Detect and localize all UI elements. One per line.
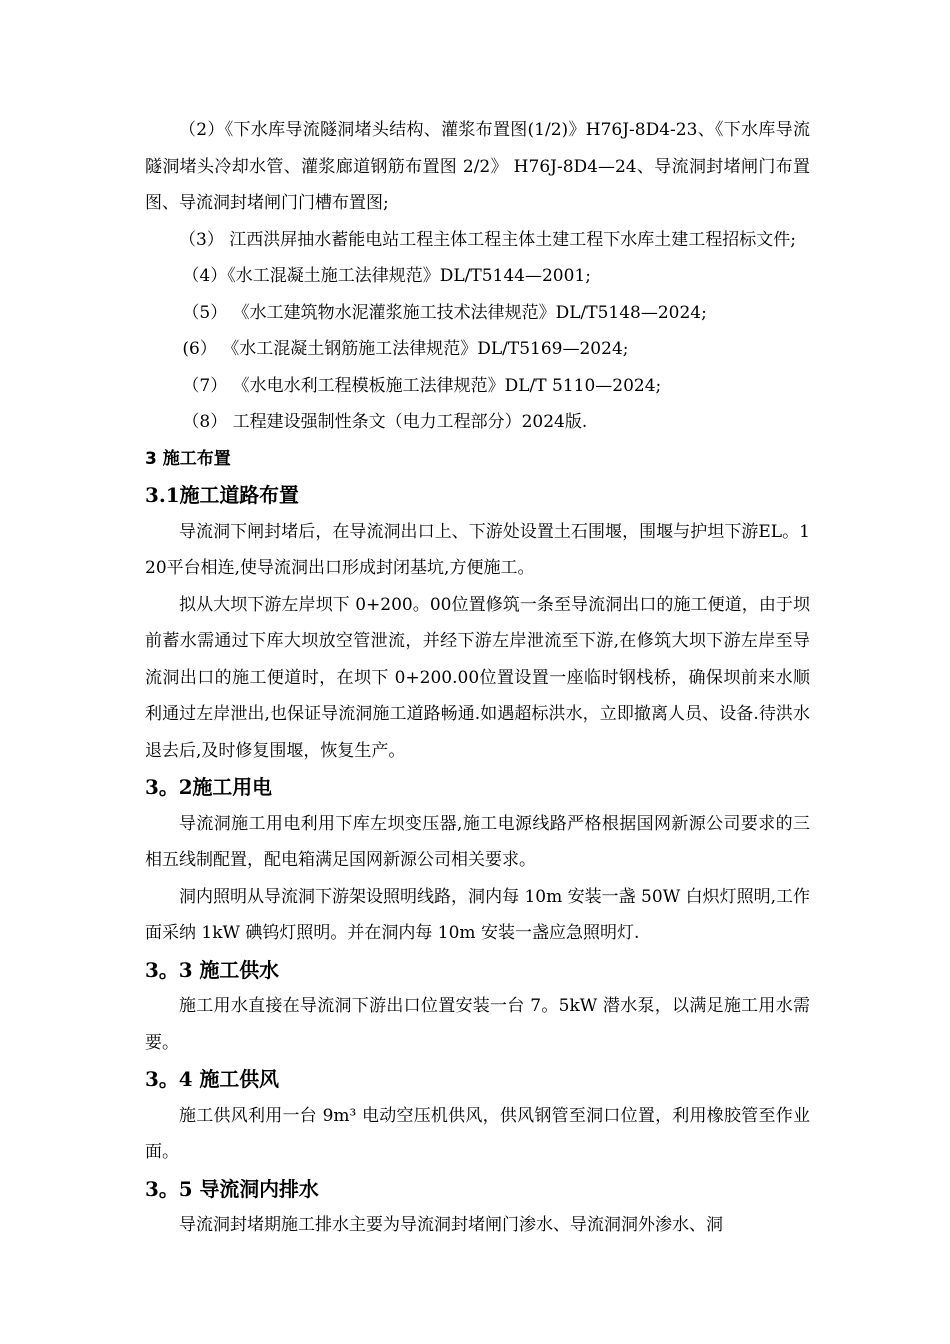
section-3-1-paragraph-1: 导流洞下闸封堵后，在导流洞出口上、下游处设置土石围堰，围堰与护坦下游EL。120平台相连,使导流洞出口形成封闭基坑,方便施工。 [145, 521, 810, 578]
reference-item-7: （7） 《水电水利工程模板施工法律规范》DL/T 5110—2024; [182, 375, 662, 396]
reference-item-2: （2）《下水库导流隧洞堵头结构、灌浆布置图(1/2)》H76J-8D4-23、《下水库导流隧洞堵头冷却水管、灌浆廊道钢筋布置图 2/2》 H76J-8D4—24、导流洞封堵闸门布置图、导流洞封堵闸门门槽布置图; [145, 120, 810, 213]
reference-item-6: (6） 《水工混凝土钢筋施工法律规范》DL/T5169—2024; [182, 339, 629, 359]
reference-item-8: （8） 工程建设强制性条文（电力工程部分）2024版. [182, 412, 588, 432]
section-3-5-heading: 3。5 导流洞内排水 [145, 1176, 319, 1201]
section-3-2-heading: 3。2施工用电 [145, 775, 273, 799]
section-3-3-heading: 3。3 施工供水 [145, 957, 279, 982]
section-3-heading: 3 施工布置 [145, 448, 231, 469]
section-3-4-heading: 3。4 施工供风 [145, 1067, 279, 1091]
section-3-2-paragraph-2: 洞内照明从导流洞下游架设照明线路，洞内每 10m 安装一盏 50W 白炽灯照明,工作面采纳 1kW 碘钨灯照明。并在洞内每 10m 安装一盏应急照明灯. [145, 886, 810, 943]
section-3-5-paragraph-1: 导流洞封堵期施工排水主要为导流洞封堵闸门渗水、导流洞洞外渗水、洞 [179, 1215, 723, 1235]
section-3-4-paragraph-1: 施工供风利用一台 9m³ 电动空压机供风，供风钢管至洞口位置，利用橡胶管至作业面。 [145, 1105, 810, 1162]
reference-item-3: （3） 江西洪屏抽水蓄能电站工程主体工程主体土建工程下水库土建工程招标文件; [179, 229, 796, 250]
section-3-3-paragraph-1: 施工用水直接在导流洞下游出口位置安装一台 7。5kW 潜水泵，以满足施工用水需要。 [145, 996, 810, 1053]
reference-item-5: （5） 《水工建筑物水泥灌浆施工技术法律规范》DL/T5148—2024; [182, 302, 707, 323]
section-3-1-heading: 3.1施工道路布置 [145, 483, 299, 507]
page-content [145, 112, 810, 1244]
reference-item-4: （4）《水工混凝土施工法律规范》DL/T5144—2001; [182, 266, 591, 286]
section-3-2-paragraph-1: 导流洞施工用电利用下库左坝变压器,施工电源线路严格根据国网新源公司要求的三相五线制配置，配电箱满足国网新源公司相关要求。 [145, 813, 810, 870]
section-3-1-paragraph-2: 拟从大坝下游左岸坝下 0+200。00位置修筑一条至导流洞出口的施工便道，由于坝前蓄水需通过下库大坝放空管泄流，并经下游左岸泄流至下游,在修筑大坝下游左岸至导流洞出口的施工便道时，在坝下 0+200.00位置设置一座临时钢栈桥，确保坝前来水顺利通过左岸泄出,也保证导流洞施工道路畅通.如遇超标洪水，立即撤离人员、设备.待洪水退去后,及时修复围堰，恢复生产。 [145, 594, 810, 761]
